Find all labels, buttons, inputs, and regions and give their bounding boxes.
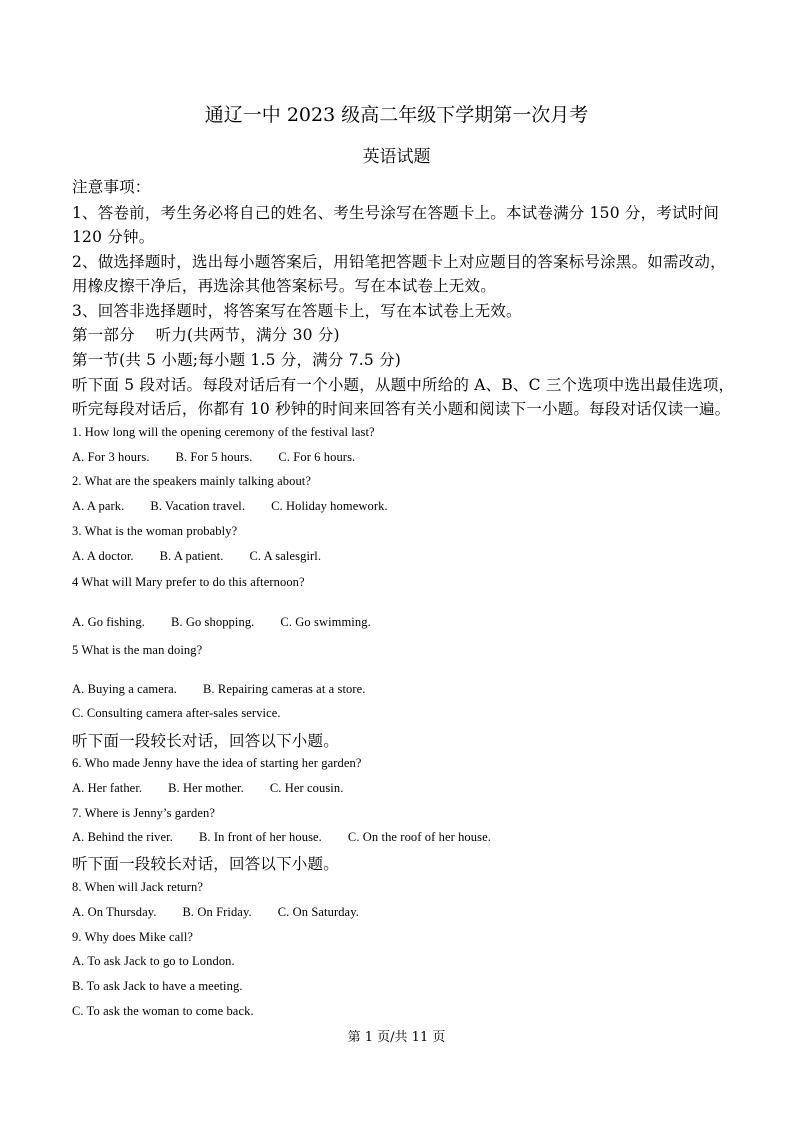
instructions-line-2: 听完每段对话后，你都有 10 秒钟的时间来回答有关小题和阅读下一小题。每段对话仅读一遍。 [72,400,731,418]
option-a: A. On Thursday. [72,905,157,919]
option-b: B. Go shopping. [170,615,255,629]
option-a: A. Her father. [72,781,143,795]
option-c: C. Her cousin. [269,781,344,795]
option-c: C. Go swimming. [280,615,371,629]
question-5: 5 What is the man doing? [72,643,203,657]
option-a: A. Behind the river. [72,830,173,844]
option-a: A. Buying a camera. [72,682,177,696]
question-7-options [72,830,517,845]
part-1-heading: 第一部分 听力(共两节，满分 30 分) [72,326,340,344]
section-1-heading: 第一节(共 5 小题;每小题 1.5 分，满分 7.5 分) [72,351,402,369]
option-c: C. Holiday homework. [271,499,388,513]
note-3: 3、回答非选择题时，将答案写在答题卡上，写在本试卷上无效。 [72,302,522,320]
note-1-line-1: 1、答卷前，考生务必将自己的姓名、考生号涂写在答题卡上。本试卷满分 150 分，考试时间 [72,204,720,222]
option-c: C. On the roof of her house. [347,830,491,844]
question-7: 7. Where is Jenny’s garden? [72,806,216,820]
long-dialog-instruction-2: 听下面一段较长对话，回答以下小题。 [72,855,339,873]
option-b: B. For 5 hours. [175,450,253,464]
option-b: B. On Friday. [182,905,252,919]
notes-heading: 注意事项： [72,178,151,196]
question-9: 9. Why does Mike call? [72,930,194,944]
question-4-options [72,615,397,630]
note-2-line-2: 用橡皮擦干净后，再选涂其他答案标号。写在本试卷上无效。 [72,277,496,295]
option-c: C. On Saturday. [277,905,359,919]
page-subtitle: 英语试题 [362,147,431,167]
question-3-options [72,549,347,564]
question-5-options [72,682,392,697]
option-b: B. Her mother. [168,781,244,795]
question-9-option-a: A. To ask Jack to go to London. [72,954,235,968]
option-c: C. For 6 hours. [278,450,356,464]
question-2-options [72,499,414,514]
question-8: 8. When will Jack return? [72,880,204,894]
question-3: 3. What is the woman probably? [72,524,238,538]
question-8-options [72,905,385,920]
option-b: B. In front of her house. [198,830,322,844]
page-number: 第 1 页/共 11 页 [347,1030,446,1045]
question-1-options [72,450,381,465]
instructions-line-1: 听下面 5 段对话。每段对话后有一个小题，从题中所给的 A、B、C 三个选项中选出最佳选项， [72,376,735,394]
question-9-option-b: B. To ask Jack to have a meeting. [72,979,243,993]
note-2-line-1: 2、做选择题时，选出每小题答案后，用铅笔把答题卡上对应题目的答案标号涂黑。如需改动， [72,253,726,271]
question-2: 2. What are the speakers mainly talking about? [72,474,312,488]
option-b: B. Vacation travel. [150,499,246,513]
option-a: A. A doctor. [72,549,134,563]
question-6: 6. Who made Jenny have the idea of starting her garden? [72,756,362,770]
long-dialog-instruction-1: 听下面一段较长对话，回答以下小题。 [72,732,339,750]
option-c: C. A salesgirl. [249,549,322,563]
question-4: 4 What will Mary prefer to do this afternoon? [72,575,305,589]
question-1: 1. How long will the opening ceremony of the festival last? [72,425,375,439]
question-9-option-c: C. To ask the woman to come back. [72,1004,254,1018]
option-b: B. A patient. [159,549,224,563]
question-6-options [72,781,369,796]
option-a: A. A park. [72,499,125,513]
question-5-option-c: C. Consulting camera after-sales service. [72,706,281,720]
page-title: 通辽一中 2023 级高二年级下学期第一次月考 [204,104,589,126]
option-a: A. For 3 hours. [72,450,150,464]
note-1-line-2: 120 分钟。 [72,228,155,246]
option-b: B. Repairing cameras at a store. [203,682,366,696]
option-a: A. Go fishing. [72,615,145,629]
